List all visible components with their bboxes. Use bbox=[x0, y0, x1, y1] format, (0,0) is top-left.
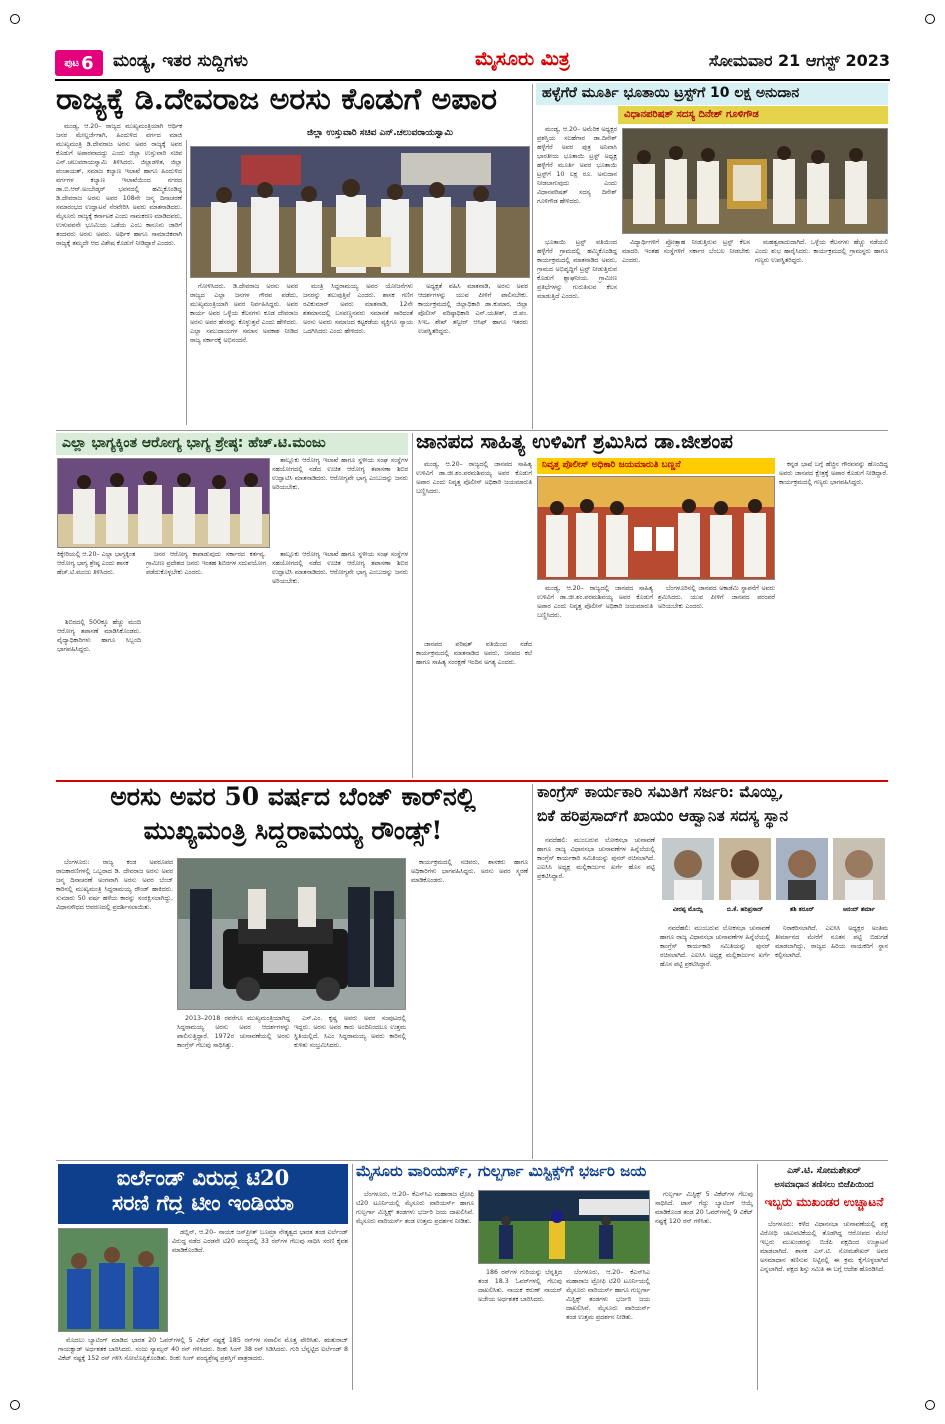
story8-headline: ಮೈಸೂರು ವಾರಿಯರ್ಸ್, ಗುಲ್ಬರ್ಗಾ ಮಿಸ್ಟಿಕ್ಸ್‌ಗೆ ಭರ್ಜರಿ ಜಯ bbox=[356, 1164, 647, 1180]
story5-headline-1: ಅರಸು ಅವರ 50 ವರ್ಷದ ಬೆಂಜ್ ಕಾರ್‌ನಲ್ಲಿ bbox=[110, 784, 476, 811]
story4-col-b2: ಮಂಡ್ಯ, ಆ.20– ರಾಜ್ಯದಲ್ಲಿ ಜಾನಪದ ಸಾಹಿತ್ಯ ಉಳಿವಿಗೆ ಡಾ.ಜೀ.ಶಂ.ಪರಮಶಿವಯ್ಯ ಅವರ ಕೊಡುಗೆ ಅಪಾರ ಎಂದು ನಿವೃತ್ತ ಪೊಲೀಸ್ ಅಧಿಕಾರಿ ಜಯಮಾರುತಿ ಬಣ್ಣಿಸಿದರು. bbox=[537, 585, 653, 619]
column-rule bbox=[532, 784, 533, 1159]
story9-kicker2: ಅಸಮಾಧಾನ ತಣಿಸಲು ಬಿಜೆಪಿಯಿಂದ bbox=[774, 1180, 874, 1190]
story4-subhead: ನಿವೃತ್ತ ಪೊಲೀಸ್ ಅಧಿಕಾರಿ ಜಯಮಾರುತಿ ಬಣ್ಣನೆ bbox=[537, 458, 775, 474]
story1-col-right: ಮಂತ್ರಿ ಸಿದ್ದರಾಮಯ್ಯ ಅವರ ಯೋಜನೆಗಳು ಜನರನ್ನು ತಲುಪುತ್ತಿವೆ ಎಂದರು. ಶಾಸಕ ಗಣಿಗ ರವಿಕುಮಾರ್ ಅವರು ಮಾತನಾಡಿ, 12ನೇ ಶತಮಾನದಲ್ಲಿ ಬಸವಣ್ಣನವರು ಸಮಾನತೆ ಸಾರಿದಂತೆ ಅರಸು ಅವರು ಸಮಾಜದ ಕಟ್ಟಕಡೆಯ ವ್ಯಕ್ತಿಗೂ ನ್ಯಾಯ ಒದಗಿಸಿದರು ಎಂದು ಹೇಳಿದರು. bbox=[303, 283, 413, 335]
story6-headline-2: ಬಿಕೆ ಹರಿಪ್ರಸಾದ್‌ಗೆ ಖಾಯಂ ಆಹ್ವಾನಿತ ಸದಸ್ಯ ಸ್ಥಾನ bbox=[537, 808, 789, 825]
story6-col-c: ನಿರಾಕರಿಸಲಾಗಿದೆ. ಎಐಸಿಸಿ ಅಧ್ಯಕ್ಷರ ಅಂತಿಮ ತೀರ್ಮಾನದ ಮೇರೆಗೆ ನೂತನ ಪಟ್ಟಿ ಬಿಡುಗಡೆ ಮಾಡಲಾಗಿದ್ದು, ರಾಜ್ಯದ ಹಿರಿಯ ನಾಯಕರಿಗೆ ಸ್ಥಾನ ಕಲ್ಪಿಸಲಾಗಿದೆ. bbox=[775, 925, 888, 959]
story4-photo bbox=[537, 476, 775, 580]
story7-headline-2: ಸರಣಿ ಗೆದ್ದ ಟೀಂ ಇಂಡಿಯಾ bbox=[112, 1190, 294, 1215]
story4-col-c: ಬೆಂಗಳೂರಿನಲ್ಲಿ ಜಾನಪದ ಅಕಾಡೆಮಿ ಸ್ಥಾಪನೆಗೆ ಅವರು ಶ್ರಮಿಸಿದರು. ಯುವ ಪೀಳಿಗೆ ಜಾನಪದ ಪರಂಪರೆ ಅರಿಯಬೇಕು ಎಂದರು. bbox=[658, 585, 775, 610]
portrait-name-1: ವೀರಪ್ಪ ಮೊಯ್ಲಿ bbox=[672, 906, 704, 913]
story3-photo bbox=[57, 458, 270, 548]
story2-col-d: ಮಹತ್ವವಾದುದಾಗಿದೆ. ಒಳ್ಳೆಯ ಕೆಲಸಗಳು ಹೆಚ್ಚು ನಡೆಯಲಿ ಎಂದು ಶುಭ ಹಾರೈಸಿದರು. ಕಾರ್ಯಕ್ರಮದಲ್ಲಿ ಗ್ರಾಮಸ್ಥರು ಹಾಗೂ ಗಣ್ಯರು ಉಪಸ್ಥಿತರಿದ್ದರು. bbox=[755, 239, 888, 264]
story6-col-a: ನವದೆಹಲಿ: ಮುಂಬರುವ ಲೋಕಸಭಾ ಚುನಾವಣೆ ಹಾಗೂ ರಾಜ್ಯ ವಿಧಾನಸಭಾ ಚುನಾವಣೆಗಳ ಹಿನ್ನೆಲೆಯಲ್ಲಿ ಕಾಂಗ್ರೆಸ್ ಕಾರ್ಯಕಾರಿ ಸಮಿತಿಯನ್ನು ಪುನರ್ ರಚಿಸಲಾಗಿದೆ. ಎಐಸಿಸಿ ಅಧ್ಯಕ್ಷ ಮಲ್ಲಿಕಾರ್ಜುನ ಖರ್ಗೆ ಹೊಸ ಪಟ್ಟಿ ಪ್ರಕಟಿಸಿದ್ದಾರೆ. bbox=[537, 837, 655, 880]
portrait-name-3: ಶಶಿ ತರೂರ್ bbox=[790, 906, 814, 913]
column-rule bbox=[186, 140, 187, 425]
story2-subhead: ವಿಧಾನಪರಿಷತ್ ಸದಸ್ಯ ದಿನೇಶ್ ಗೂಳಿಗೌಡ bbox=[618, 106, 888, 124]
story7-headline-1: ಐರ್ಲೆಂಡ್ ವಿರುದ್ಧ ಟಿ20 bbox=[116, 1165, 290, 1190]
column-rule bbox=[352, 1164, 353, 1390]
story3-col-c: ಜನರ ಆರೋಗ್ಯ ಕಾಪಾಡುವುದು ಸರ್ಕಾರದ ಕರ್ತವ್ಯ. ಗ್ರಾಮೀಣ ಪ್ರದೇಶದ ಜನರು ಇಂತಹ ಶಿಬಿರಗಳ ಸದುಪಯೋಗ ಪಡೆದುಕೊಳ್ಳಬೇಕು ಎಂದರು. bbox=[146, 551, 266, 576]
registration-mark bbox=[925, 1400, 935, 1410]
story7-body: ಮೊದಲು ಬ್ಯಾಟಿಂಗ್ ಮಾಡಿದ ಭಾರತ 20 ಓವರ್‌ಗಳಲ್ಲಿ 5 ವಿಕೆಟ್ ನಷ್ಟಕ್ಕೆ 185 ರನ್‌ಗಳ ಸವಾಲಿನ ಮೊತ್ತ ಪೇರಿಸಿತು. ಋತುರಾಜ್ ಗಾಯಕ್ವಾಡ್ ಅರ್ಧಶತಕ ಬಾರಿಸಿದರು. ಸಂಜು ಸ್ಯಾಮ್ಸನ್ 40 ರನ್ ಗಳಿಸಿದರು. ರಿಂಕು ಸಿಂಗ್ 38 ರನ್ ಸಿಡಿಸಿದರು. ಗುರಿ ಬೆನ್ನಟ್ಟಿದ ಐರ್ಲೆಂಡ್ 8 ವಿಕೆಟ್ ನಷ್ಟಕ್ಕೆ 152 ರನ್ ಗಳಿಸಿ ಸೋಲೊಪ್ಪಿಕೊಂಡಿತು. ರಿಂಕು ಸಿಂಗ್ ಪಂದ್ಯಶ್ರೇಷ್ಠ ಪ್ರಶಸ್ತಿಗೆ ಪಾತ್ರರಾದರು. bbox=[58, 1337, 348, 1362]
story6-col-b: ನವದೆಹಲಿ: ಮುಂಬರುವ ಲೋಕಸಭಾ ಚುನಾವಣೆ ಹಾಗೂ ರಾಜ್ಯ ವಿಧಾನಸಭಾ ಚುನಾವಣೆಗಳ ಹಿನ್ನೆಲೆಯಲ್ಲಿ ಕಾಂಗ್ರೆಸ್ ಕಾರ್ಯಕಾರಿ ಸಮಿತಿಯನ್ನು ಪುನರ್ ರಚಿಸಲಾಗಿದೆ. ಎಐಸಿಸಿ ಅಧ್ಯಕ್ಷ ಮಲ್ಲಿಕಾರ್ಜುನ ಖರ್ಗೆ ಹೊಸ ಪಟ್ಟಿ ಪ್ರಕಟಿಸಿದ್ದಾರೆ. bbox=[660, 925, 770, 968]
story6-headline-1: ಕಾಂಗ್ರೆಸ್ ಕಾರ್ಯಕಾರಿ ಸಮಿತಿಗೆ ಸರ್ಜರಿ: ಮೊಯ್ಲಿ, bbox=[537, 784, 784, 801]
column-rule bbox=[532, 84, 533, 429]
story2-photo bbox=[622, 128, 888, 234]
story5-col-d: ಕಾರ್ಯಕ್ರಮದಲ್ಲಿ ಸಚಿವರು, ಶಾಸಕರು ಹಾಗೂ ಅಧಿಕಾರಿಗಳು ಭಾಗವಹಿಸಿದ್ದರು. ಅರಸು ಅವರ ಸ್ಮರಣೆ ಮಾಡಿಕೊಂಡರು. bbox=[411, 859, 528, 884]
story1-subhead: ಜಿಲ್ಲಾ ಉಸ್ತುವಾರಿ ಸಚಿವ ಎನ್.ಚಲುವರಾಯಸ್ವಾಮಿ bbox=[306, 128, 454, 138]
section-title: ಮಂಡ್ಯ, ಇತರ ಸುದ್ದಿಗಳು bbox=[113, 51, 249, 71]
story2-headline: ಹಳ್ಳೆಗೆರೆ ಮೂರ್ತಿ ಭೂತಾಯಿ ಟ್ರಸ್ಟ್‌ಗೆ 10 ಲಕ್ಷ ಅನುದಾನ bbox=[536, 83, 888, 105]
page-number-badge bbox=[55, 50, 103, 76]
story4-headline: ಜಾನಪದ ಸಾಹಿತ್ಯ ಉಳಿವಿಗೆ ಶ್ರಮಿಸಿದ ಡಾ.ಜೀಶಂಪ bbox=[416, 431, 733, 453]
story8-col-b: 186 ರನ್‌ಗಳ ಗುರಿಯನ್ನು ಬೆನ್ನತ್ತಿದ ತಂಡ 18.3 ಓವರ್‌ಗಳಲ್ಲಿ ಗೆಲುವು ದಾಖಲಿಸಿತು. ನಾಯಕ ಕರುಣ್ ನಾಯರ್ ಅಜೇಯ ಅರ್ಧಶತಕ ಬಾರಿಸಿದರು. bbox=[478, 1269, 562, 1303]
story3-caption: ಕಿಕ್ಕೇರಿಯಲ್ಲಿ ಆ.20– ಎಲ್ಲಾ ಭಾಗ್ಯಕ್ಕಿಂತ ಆರೋಗ್ಯ ಭಾಗ್ಯ ಶ್ರೇಷ್ಠ ಎಂದು ಶಾಸಕ ಹೆಚ್.ಟಿ.ಮಂಜು ತಿಳಿಸಿದರು. bbox=[57, 551, 136, 576]
cricket-match-photo-illustration bbox=[479, 1191, 650, 1264]
column-rule bbox=[412, 433, 413, 778]
award-photo-illustration bbox=[623, 129, 888, 234]
story2-col-c: ವಿದ್ಯಾರ್ಥಿಗಳಿಗೆ ಪ್ರೋತ್ಸಾಹ ನೀಡುತ್ತಿರುವ ಟ್ರಸ್ಟ್ ಕೆಲಸ ಮಾದರಿ. ಇಂತಹ ಸಂಸ್ಥೆಗಳಿಗೆ ಸರ್ಕಾರ ಬೆಂಬಲ ನೀಡಬೇಕು ಎಂದರು. bbox=[622, 239, 750, 264]
portrait-name-2: ಬಿ.ಕೆ. ಹರಿಪ್ರಸಾದ್ bbox=[726, 906, 764, 913]
story1-col-far: ಅಧ್ಯಕ್ಷತೆ ವಹಿಸಿ ಮಾತನಾಡಿ, ಅರಸು ಅವರ ಆದರ್ಶಗಳನ್ನು ಯುವ ಪೀಳಿಗೆ ಪಾಲಿಸಬೇಕು. ಕಾರ್ಯಕ್ರಮದಲ್ಲಿ ಜಿಲ್ಲಾಧಿಕಾರಿ ಡಾ.ಕುಮಾರ, ಜಿಲ್ಲಾ ಪೊಲೀಸ್ ವರಿಷ್ಠಾಧಿಕಾರಿ ಎನ್.ಯತೀಶ್, ಜಿ.ಪಂ. ಸಿಇಒ ಶೇಖ್ ತನ್ವೀರ್ ಆಸಿಫ್ ಹಾಗೂ ಇತರರು ಉಪಸ್ಥಿತರಿದ್ದರು. bbox=[418, 283, 528, 335]
story4-col-a: ಮಂಡ್ಯ, ಆ.20– ರಾಜ್ಯದಲ್ಲಿ ಜಾನಪದ ಸಾಹಿತ್ಯ ಉಳಿವಿಗೆ ಡಾ.ಜೀ.ಶಂ.ಪರಮಶಿವಯ್ಯ ಅವರ ಕೊಡುಗೆ ಅಪಾರ ಎಂದು ನಿವೃತ್ತ ಪೊಲೀಸ್ ಅಧಿಕಾರಿ ಜಯಮಾರುತಿ ಬಣ್ಣಿಸಿದರು. bbox=[416, 461, 532, 495]
story5-col-a: ಬೆಂಗಳೂರು: ರಾಜ್ಯ ಕಂಡ ಅಪರೂಪದ ರಾಜಕಾರಣಿಗಳಲ್ಲಿ ಒಬ್ಬರಾದ ಡಿ. ದೇವರಾಜ ಅರಸು ಅವರ ಜನ್ಮ ದಿನಾಚರಣೆ ಅಂಗವಾಗಿ ಅರಸು ಅವರ ಬೆಂಜ್ ಕಾರಿನಲ್ಲಿ ಮುಖ್ಯಮಂತ್ರಿ ಸಿದ್ದರಾಮಯ್ಯ ರೌಂಡ್ ಹಾಕಿದರು. ಸುಮಾರು 50 ವರ್ಷ ಹಳೆಯ ಕಾರನ್ನು ಸಂರಕ್ಷಿಸಲಾಗಿದ್ದು, ವಿಧಾನಸೌಧದ ಆವರಣದಲ್ಲಿ ಪ್ರದರ್ಶಿಸಲಾಯಿತು. bbox=[56, 859, 173, 911]
registration-mark bbox=[925, 14, 935, 24]
story8-col-b2: ಬೆಂಗಳೂರು, ಆ.20– ಕೆಎಸ್‌ಸಿಎ ಮಹಾರಾಜ ಟ್ರೋಫಿ ಟಿ20 ಟೂರ್ನಿಯಲ್ಲಿ ಮೈಸೂರು ವಾರಿಯರ್ಸ್ ಹಾಗೂ ಗುಲ್ಬರ್ಗಾ ಮಿಸ್ಟಿಕ್ಸ್ ತಂಡಗಳು ಭರ್ಜರಿ ಜಯ ದಾಖಲಿಸಿವೆ. ಮೈಸೂರು ವಾರಿಯರ್ಸ್ ತಂಡ ಉತ್ತಮ ಪ್ರದರ್ಶನ ನೀಡಿತು. bbox=[566, 1269, 650, 1321]
story5-headline-2: ಮುಖ್ಯಮಂತ್ರಿ ಸಿದ್ದರಾಮಯ್ಯ ರೌಂಡ್ಸ್! bbox=[143, 818, 443, 845]
story7-headline-box bbox=[58, 1164, 348, 1224]
felicitation-photo-illustration bbox=[538, 477, 775, 580]
health-camp-photo-illustration bbox=[58, 459, 270, 548]
story7-photo bbox=[58, 1228, 168, 1332]
story3-col-b: ಶಿಬಿರದಲ್ಲಿ 500ಕ್ಕೂ ಹೆಚ್ಚು ಮಂದಿ ಆರೋಗ್ಯ ತಪಾಸಣೆ ಮಾಡಿಸಿಕೊಂಡರು. ವೈದ್ಯಾಧಿಕಾರಿಗಳು ಹಾಗೂ ಸಿಬ್ಬಂದಿ ಭಾಗವಹಿಸಿದ್ದರು. bbox=[57, 619, 141, 653]
ceremony-photo-illustration bbox=[191, 147, 530, 278]
story9-body: ಬೆಂಗಳೂರು: ಕಳೆದ ವಿಧಾನಸಭಾ ಚುನಾವಣೆಯಲ್ಲಿ ಪಕ್ಷ ವಿರೋಧಿ ಚಟುವಟಿಕೆಯಲ್ಲಿ ತೊಡಗಿದ್ದ ಆರೋಪದ ಮೇಲೆ ಇಬ್ಬರು ಮುಖಂಡರನ್ನು ಬಿಜೆಪಿ ಪಕ್ಷದಿಂದ ಉಚ್ಚಾಟನೆ ಮಾಡಲಾಗಿದೆ. ಶಾಸಕ ಎಸ್.ಟಿ. ಸೋಮಶೇಖರ್ ಅವರ ಅಸಮಾಧಾನ ತಣಿಸುವ ನಿಟ್ಟಿನಲ್ಲಿ ಈ ಕ್ರಮ ಕೈಗೊಳ್ಳಲಾಗಿದೆ ಎನ್ನಲಾಗಿದೆ. ಪಕ್ಷದ ಶಿಸ್ತು ಸಮಿತಿ ಈ ಬಗ್ಗೆ ಆದೇಶ ಹೊರಡಿಸಿದೆ. bbox=[760, 1221, 888, 1273]
story7-intro: ಡಬ್ಲಿನ್, ಆ.20– ನಾಯಕ ಜಸ್‌ಪ್ರೀತ್ ಬೂಮ್ರಾ ನೇತೃತ್ವದ ಭಾರತ ತಂಡ ಐರ್ಲೆಂಡ್ ವಿರುದ್ಧ ನಡೆದ ಎರಡನೇ ಟಿ20 ಪಂದ್ಯದಲ್ಲಿ 33 ರನ್‌ಗಳ ಗೆಲುವು ಸಾಧಿಸಿ ಸರಣಿ ಕೈವಶ ಮಾಡಿಕೊಂಡಿದೆ. bbox=[172, 1229, 348, 1254]
story4-col-d: ಕನ್ನಡ ಭಾಷೆ ಬಗ್ಗೆ ಹೆಚ್ಚಿನ ಗೌರವವನ್ನು ಹೊಂದಿದ್ದ ಅವರು ಜಾನಪದ ಕ್ಷೇತ್ರಕ್ಕೆ ಅಪಾರ ಕೊಡುಗೆ ನೀಡಿದ್ದಾರೆ. ಕಾರ್ಯಕ್ರಮದಲ್ಲಿ ಗಣ್ಯರು ಭಾಗವಹಿಸಿದ್ದರು. bbox=[779, 461, 888, 486]
story9-kicker: ಎಸ್.ಟಿ. ಸೋಮಶೇಖರ್ bbox=[787, 1166, 861, 1176]
portrait-name-4: ಆನಂದ್ ಶರ್ಮಾ bbox=[842, 906, 876, 913]
page-label: ಪುಟ bbox=[64, 57, 80, 69]
story2-col-a: ಮಂಡ್ಯ, ಆ.20– ಅಮೆರಿಕ ಅಧ್ಯಕ್ಷರ ಪ್ರಶಸ್ತಿಯ ಸಲಹೆಗಾರ ಡಾ.ದಿನೇಶ್ ಹಳ್ಳೆಗೆರೆ ಅವರ ಪುತ್ರ ಅನಿವಾಸಿ ಭಾರತೀಯ ಭೂತಾಯಿ ಟ್ರಸ್ಟ್ ಅಧ್ಯಕ್ಷ ಹಳ್ಳೆಗೆರೆ ಮೂರ್ತಿ ಅವರ ಭೂತಾಯಿ ಟ್ರಸ್ಟ್‌ಗೆ 10 ಲಕ್ಷ ರೂ. ಅನುದಾನ ನೀಡಲಾಗುವುದು ಎಂದು ವಿಧಾನಪರಿಷತ್ ಸದಸ್ಯ ದಿನೇಶ್ ಗೂಳಿಗೌಡ ಹೇಳಿದರು. bbox=[537, 126, 617, 205]
column-rule bbox=[757, 1164, 758, 1390]
story2-col-b: ಭೂತಾಯಿ ಟ್ರಸ್ಟ್ ವತಿಯಿಂದ ಹಳ್ಳೆಗೆರೆ ಗ್ರಾಮದಲ್ಲಿ ಹಮ್ಮಿಕೊಂಡಿದ್ದ ಕಾರ್ಯಕ್ರಮದಲ್ಲಿ ಮಾತನಾಡಿದ ಅವರು, ಗ್ರಾಮದ ಅಭಿವೃದ್ಧಿಗೆ ಟ್ರಸ್ಟ್ ನೀಡುತ್ತಿರುವ ಕೊಡುಗೆ ಶ್ಲಾಘನೀಯ. ಗ್ರಾಮೀಣ ಪ್ರತಿಭೆಗಳನ್ನು ಗುರುತಿಸುವ ಕೆಲಸ ಮಾಡುತ್ತಿದೆ ಎಂದರು. bbox=[537, 239, 617, 300]
section-rule bbox=[56, 1160, 888, 1161]
story1-headline: ರಾಜ್ಯಕ್ಕೆ ಡಿ.ದೇವರಾಜ ಅರಸು ಕೊಡುಗೆ ಅಪಾರ bbox=[56, 84, 498, 117]
story1-photo bbox=[190, 146, 530, 278]
story5-photo bbox=[177, 858, 406, 1010]
story5-col-b: 2013–2018 ರವರೆಗೂ ಮುಖ್ಯಮಂತ್ರಿಯಾಗಿದ್ದ ಸಿದ್ದರಾಮಯ್ಯ ಅರಸು ಅವರ ಆದರ್ಶಗಳನ್ನು ಪಾಲಿಸುತ್ತಿದ್ದಾರೆ. 1972ರ ಚುನಾವಣೆಯಲ್ಲಿ ಅರಸು ಕಾಂಗ್ರೆಸ್ ಗೆಲುವು ಸಾಧಿಸಿತ್ತು. bbox=[177, 1015, 290, 1049]
registration-mark bbox=[10, 14, 20, 24]
story3-col-d: ತಾಲ್ಲೂಕು ಆರೋಗ್ಯ ಇಲಾಖೆ ಹಾಗೂ ಸ್ಥಳೀಯ ಸಂಘ ಸಂಸ್ಥೆಗಳ ಸಹಯೋಗದಲ್ಲಿ ನಡೆದ ಉಚಿತ ಆರೋಗ್ಯ ತಪಾಸಣಾ ಶಿಬಿರ ಉದ್ಘಾಟಿಸಿ ಮಾತನಾಡಿದರು. ಆರೋಗ್ಯವೇ ಭಾಗ್ಯ ಎಂಬುದನ್ನು ಜನರು ಅರಿಯಬೇಕು. bbox=[272, 551, 408, 585]
team-india-photo-illustration bbox=[59, 1229, 168, 1332]
story9-headline: ಇಬ್ಬರು ಮುಖಂಡರ ಉಚ್ಚಾಟನೆ bbox=[764, 1196, 884, 1209]
page-number: 6 bbox=[81, 52, 94, 74]
header-rule bbox=[55, 79, 890, 81]
registration-mark bbox=[10, 1400, 20, 1410]
benz-car-photo-illustration bbox=[178, 859, 406, 1010]
story8-col-c: ಗುಲ್ಬರ್ಗಾ ಮಿಸ್ಟಿಕ್ಸ್ 5 ವಿಕೆಟ್‌ಗಳ ಗೆಲುವು ಸಾಧಿಸಿದೆ. ಟಾಸ್ ಗೆದ್ದು ಬ್ಯಾಟಿಂಗ್ ಆಯ್ಕೆ ಮಾಡಿಕೊಂಡ ತಂಡ 20 ಓವರ್‌ಗಳಲ್ಲಿ 9 ವಿಕೆಟ್ ನಷ್ಟಕ್ಕೆ 120 ರನ್ ಗಳಿಸಿತು. bbox=[655, 1191, 753, 1225]
section-rule-red bbox=[56, 780, 888, 782]
story8-photo bbox=[478, 1190, 650, 1264]
leader-portraits-illustration bbox=[660, 838, 888, 908]
story8-col-a: ಬೆಂಗಳೂರು, ಆ.20– ಕೆಎಸ್‌ಸಿಎ ಮಹಾರಾಜ ಟ್ರೋಫಿ ಟಿ20 ಟೂರ್ನಿಯಲ್ಲಿ ಮೈಸೂರು ವಾರಿಯರ್ಸ್ ಹಾಗೂ ಗುಲ್ಬರ್ಗಾ ಮಿಸ್ಟಿಕ್ಸ್ ತಂಡಗಳು ಭರ್ಜರಿ ಜಯ ದಾಖಲಿಸಿವೆ. ಮೈಸೂರು ವಾರಿಯರ್ಸ್ ತಂಡ ಉತ್ತಮ ಪ್ರದರ್ಶನ ನೀಡಿತು. bbox=[356, 1191, 474, 1225]
masthead: ಮೈಸೂರು ಮಿತ್ರ bbox=[475, 48, 570, 70]
story6-portraits bbox=[660, 838, 888, 920]
story1-col-mid: ಗೋಳಿಸಿದರು. ಡಿ.ದೇವರಾಜ ಅರಸು ಅವರ ರಾಜ್ಯದ ಎಲ್ಲಾ ಜನಗಳ ಗೌರವ ಪಡೆದು, ಮುಖ್ಯಮಂತ್ರಿಯಾಗಿ ಅವರ ನಿರ್ವಹಿಸಿದ್ದರು. ಅವರ ಕಾರ್ಯ ಅವರ ಒಳ್ಳೆಯ ಕೆಲಸಗಳು ಕೂಡ ದೇವರಾಜ ಅರಸು ಅವರ ಹೆಸರನ್ನು ಕೊಳ್ಳುತ್ತವೆ ಎಂದು ಹೇಳಿದರು. ಎಲ್ಲಾ ಸಮುದಾಯಗಳ ಸಮಾನ ಅವಕಾಶ ನೀಡಿದ ರಾಜ್ಯ ಸರ್ಕಾರಕ್ಕೆ ಅಭಿನಂದನೆ. bbox=[190, 283, 298, 344]
story1-col-left: ಮಂಡ್ಯ, ಆ.20– ರಾಜ್ಯದ ಮುಖ್ಯಮಂತ್ರಿಯಾಗಿ ಆರ್ಥಿಕ ಜನರ ಮೇಲ್ದರ್ಜೆಗಾಗಿ, ಹಿಂದುಳಿದ ವರ್ಗದ ಮಾಜಿ ಮುಖ್ಯಮಂತ್ರಿ ಡಿ.ದೇವರಾಜ ಅರಸು ಅವರ ರಾಜ್ಯಕ್ಕೆ ಅವರ ಕೊಡುಗೆ ಅಪಾರವಾದದ್ದು ಎಂದು ಜಿಲ್ಲಾ ಉಸ್ತುವಾರಿ ಸಚಿವ ಎನ್.ಚಲುವರಾಯಸ್ವಾಮಿ ತಿಳಿಸಿದರು. ಜಿಲ್ಲಾಡಳಿತ, ಜಿಲ್ಲಾ ಪಂಚಾಯತ್, ಸಮಾಜ ಕಲ್ಯಾಣ ಇಲಾಖೆ ಹಾಗೂ ಹಿಂದುಳಿದ ವರ್ಗಗಳ ಕಲ್ಯಾಣ ಇಲಾಖೆಯಿಂದ ನಗರದ ಡಾ.ಬಿ.ಆರ್.ಅಂಬೇಡ್ಕರ್ ಭವನದಲ್ಲಿ ಹಮ್ಮಿಕೊಂಡಿದ್ದ ಡಿ.ದೇವರಾಜ ಅರಸು ಅವರ 108ನೇ ಜನ್ಮ ದಿನಾಚರಣೆ ಸಮಾರಂಭದ ಉದ್ಘಾಟನೆ ನೆರವೇರಿಸಿ ಅವರು ಮಾತನಾಡಿದರು. ಮೈಸೂರು ರಾಜ್ಯಕ್ಕೆ ಕರ್ನಾಟಕ ಎಂದು ನಾಮಕರಣ ಮಾಡಿದವರು, ಉಳುವವನೇ ಭೂಮಿಯ ಒಡೆಯ ಎಂಬ ಕಾನೂನು ಜಾರಿಗೆ ತಂದವರು ಅರಸು ಅವರು. ಅರ್ಥಿಕ ಹಾಗೂ ಸಾಮಾಜಿಕವಾಗಿ ರಾಜ್ಯಕ್ಕೆ ತಮ್ಮದೇ ಆದ ವಿಶೇಷ ಕೊಡುಗೆ ನೀಡಿದ್ದಾರೆ ಎಂದರು. bbox=[56, 123, 182, 247]
story3-headline: ಎಲ್ಲಾ ಭಾಗ್ಯಕ್ಕಿಂತ ಆರೋಗ್ಯ ಭಾಗ್ಯ ಶ್ರೇಷ್ಠ: ಹೆಚ್.ಟಿ.ಮಂಜು bbox=[56, 433, 408, 455]
dateline: ಸೋಮವಾರ 21 ಆಗಸ್ಟ್ 2023 bbox=[708, 51, 890, 70]
story3-col-a: ತಾಲ್ಲೂಕು ಆರೋಗ್ಯ ಇಲಾಖೆ ಹಾಗೂ ಸ್ಥಳೀಯ ಸಂಘ ಸಂಸ್ಥೆಗಳ ಸಹಯೋಗದಲ್ಲಿ ನಡೆದ ಉಚಿತ ಆರೋಗ್ಯ ತಪಾಸಣಾ ಶಿಬಿರ ಉದ್ಘಾಟಿಸಿ ಮಾತನಾಡಿದರು. ಆರೋಗ್ಯವೇ ಭಾಗ್ಯ ಎಂಬುದನ್ನು ಜನರು ಅರಿಯಬೇಕು. bbox=[272, 457, 408, 491]
story4-col-b: ಜಾನಪದ ಪರಿಷತ್ ವತಿಯಿಂದ ನಡೆದ ಕಾರ್ಯಕ್ರಮದಲ್ಲಿ ಮಾತನಾಡಿದ ಅವರು, ಜನಪದ ಕಲೆ ಹಾಗೂ ಸಾಹಿತ್ಯ ಸಂರಕ್ಷಣೆ ಇಂದಿನ ಅಗತ್ಯ ಎಂದರು. bbox=[416, 641, 532, 666]
story5-col-c: ಎಸ್.ಎಂ. ಕೃಷ್ಣ ಅವರು ಅವರ ಸಂಪುಟದಲ್ಲಿ ಇದ್ದರು. ಅರಸು ಅವರ ಕಾರು ಅಂದಿನಿಂದಲೂ ಉತ್ತಮ ಸ್ಥಿತಿಯಲ್ಲಿದೆ. ಸಿಎಂ ಸಿದ್ದರಾಮಯ್ಯ ಅವರು ಕಾರಿನಲ್ಲಿ ಕುಳಿತು ಸಂಭ್ರಮಿಸಿದರು. bbox=[294, 1015, 406, 1049]
page-header bbox=[55, 48, 890, 78]
